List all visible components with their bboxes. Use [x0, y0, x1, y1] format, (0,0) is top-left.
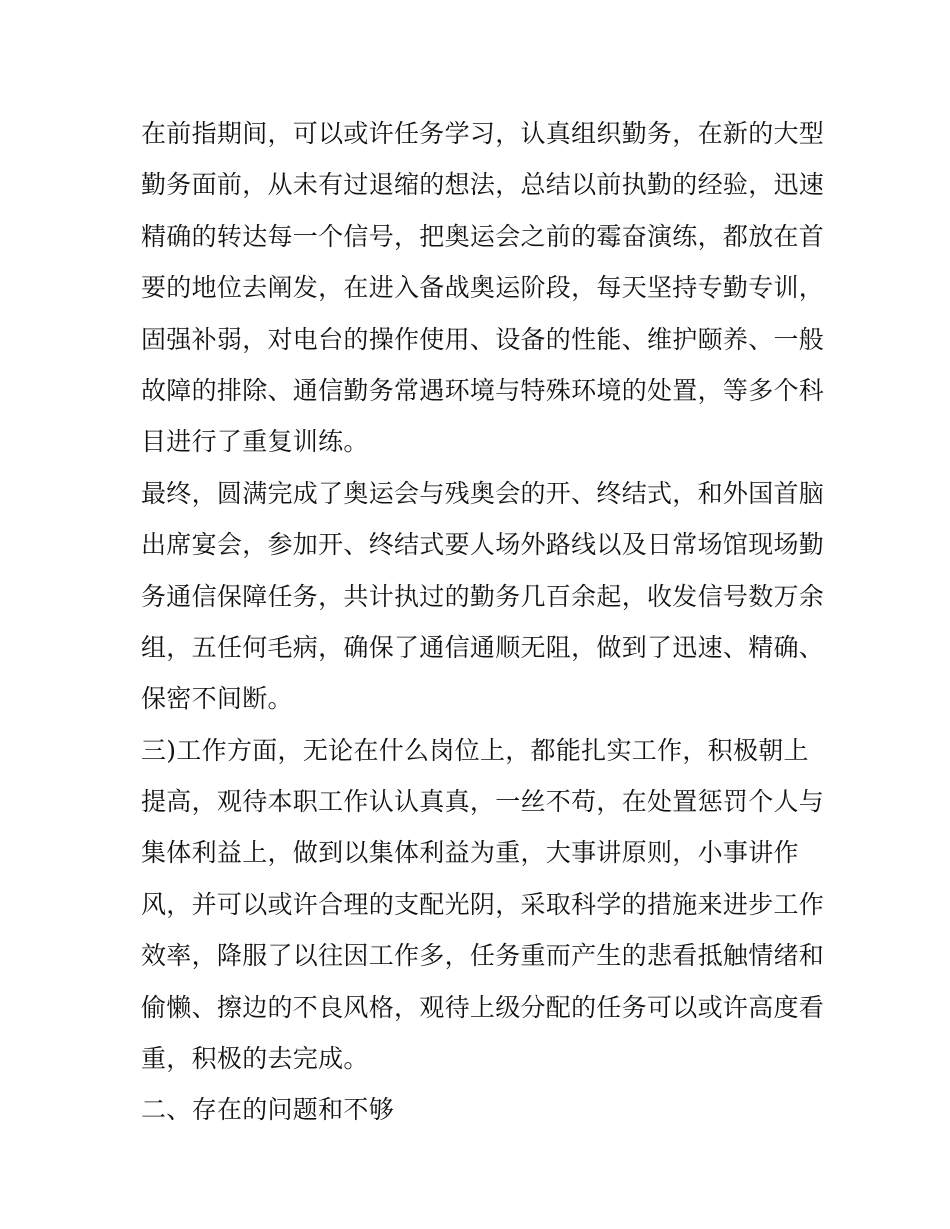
document-body [141, 108, 825, 1136]
text-line: 效率，降服了以往因工作多，任务重而产生的悲看抵触情绪和 [141, 941, 825, 971]
text-line: 组，五任何毛病，确保了通信通顺无阻，做到了迅速、精确、 [141, 632, 825, 662]
text-line: 勤务面前，从未有过退缩的想法，总结以前执勤的经验，迅速 [141, 170, 825, 200]
text-line: 重，积极的去完成。 [141, 1044, 369, 1074]
text-line: 保密不间断。 [141, 684, 293, 714]
text-line: 务通信保障任务，共计执过的勤务几百余起，收发信号数万余 [141, 581, 825, 611]
text-line: 故障的排除、通信勤务常遇环境与特殊环境的处置，等多个科 [141, 375, 825, 405]
text-line: 目进行了重复训练。 [141, 427, 369, 457]
text-line: 要的地位去阐发，在进入备战奥运阶段，每天坚持专勤专训， [141, 273, 825, 303]
text-line: 在前指期间，可以或许任务学习，认真组织勤务，在新的大型 [141, 119, 825, 148]
text-line: 集体利益上，做到以集体利益为重，大事讲原则，小事讲作 [141, 838, 799, 868]
text-line: 出席宴会，参加开、终结式要人场外路线以及日常场馆现场勤 [141, 530, 825, 560]
section-heading: 二、存在的问题和不够 [141, 1095, 395, 1125]
text-line: 精确的转达每一个信号，把奥运会之前的霉奋演练，都放在首 [141, 221, 825, 251]
text-line: 提高，观待本职工作认认真真，一丝不苟，在处置惩罚个人与 [141, 787, 825, 817]
text-line: 三)工作方面，无论在什么岗位上，都能扎实工作，积极朝上 [141, 735, 809, 765]
text-line: 偷懒、擦边的不良风格，观待上级分配的任务可以或许高度看 [141, 992, 825, 1022]
text-line: 固强补弱，对电台的操作使用、设备的性能、维护颐养、一般 [141, 324, 825, 354]
text-line: 风，并可以或许合理的支配光阴，采取科学的措施来进步工作 [141, 889, 825, 919]
text-line: 最终，圆满完成了奥运会与残奥会的开、终结式，和外国首脑 [141, 478, 825, 508]
